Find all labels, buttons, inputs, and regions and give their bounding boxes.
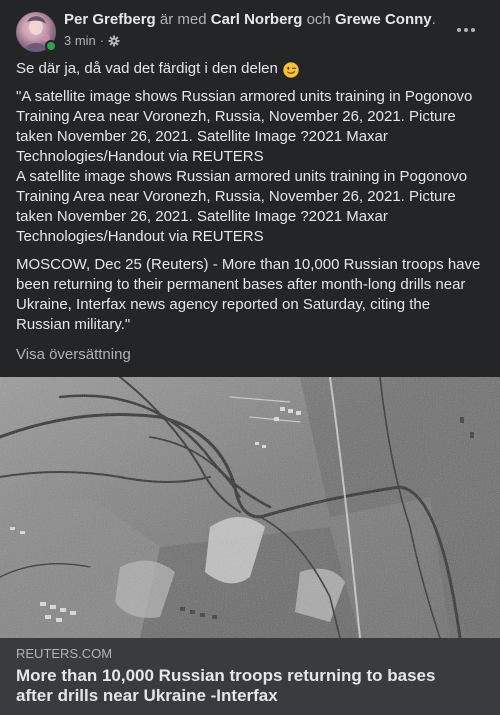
- gear-icon[interactable]: [108, 35, 120, 47]
- post-line-1-text: Se där ja, då vad det färdigt i den delen: [16, 60, 278, 77]
- and-text: och: [306, 11, 331, 28]
- more-dot: [464, 28, 468, 32]
- winking-face-icon: [283, 62, 299, 78]
- with-text: är med: [159, 11, 207, 28]
- tagged-person-link-1[interactable]: Carl Norberg: [210, 11, 303, 28]
- author-line: [64, 11, 454, 29]
- post-body: [16, 59, 486, 335]
- satellite-image[interactable]: [0, 377, 500, 638]
- online-status-indicator: [45, 40, 57, 52]
- post-paragraph-4: MOSCOW, Dec 25 (Reuters) - More than 10,000 Russian troops have been returning to their permanent bases after month-long drills near Ukraine, Interfax news agency reported on Saturday, citing the Russian military.": [16, 256, 481, 333]
- post-paragraph-2: "A satellite image shows Russian armored units training in Pogonovo Training Area near Voronezh, Russia, November 26, 2021. Picture taken November 26, 2021. Satellite Image ?2021 Maxar Technologies/Handout via REUTERS: [16, 88, 473, 165]
- more-options-icon[interactable]: [452, 20, 480, 40]
- post-line-1: [16, 59, 486, 79]
- link-domain: REUTERS.COM: [16, 646, 113, 661]
- more-dot: [471, 28, 475, 32]
- post-paragraph-3: A satellite image shows Russian armored units training in Pogonovo Training Area near Voronezh, Russia, November 26, 2021. Picture taken November 26, 2021. Satellite Image ?2021 Maxar Technologies/Handout via REUTERS: [16, 168, 468, 245]
- period-text: .: [431, 11, 436, 28]
- see-translation-link[interactable]: Visa översättning: [16, 346, 131, 363]
- more-dot: [457, 28, 461, 32]
- meta-separator: ·: [99, 33, 105, 48]
- tagged-person-link-2[interactable]: Grewe Conny: [334, 11, 432, 28]
- author-name-link[interactable]: Per Grefberg: [64, 11, 156, 28]
- author-avatar[interactable]: [16, 12, 56, 52]
- post-meta: [64, 33, 120, 49]
- satellite-image-illustration: [0, 377, 500, 638]
- link-preview[interactable]: [0, 638, 500, 715]
- post-timestamp[interactable]: 3 min: [64, 33, 96, 48]
- post-header: [0, 0, 500, 60]
- link-title[interactable]: More than 10,000 Russian troops returning to bases after drills near Ukraine -Interfax: [16, 666, 436, 705]
